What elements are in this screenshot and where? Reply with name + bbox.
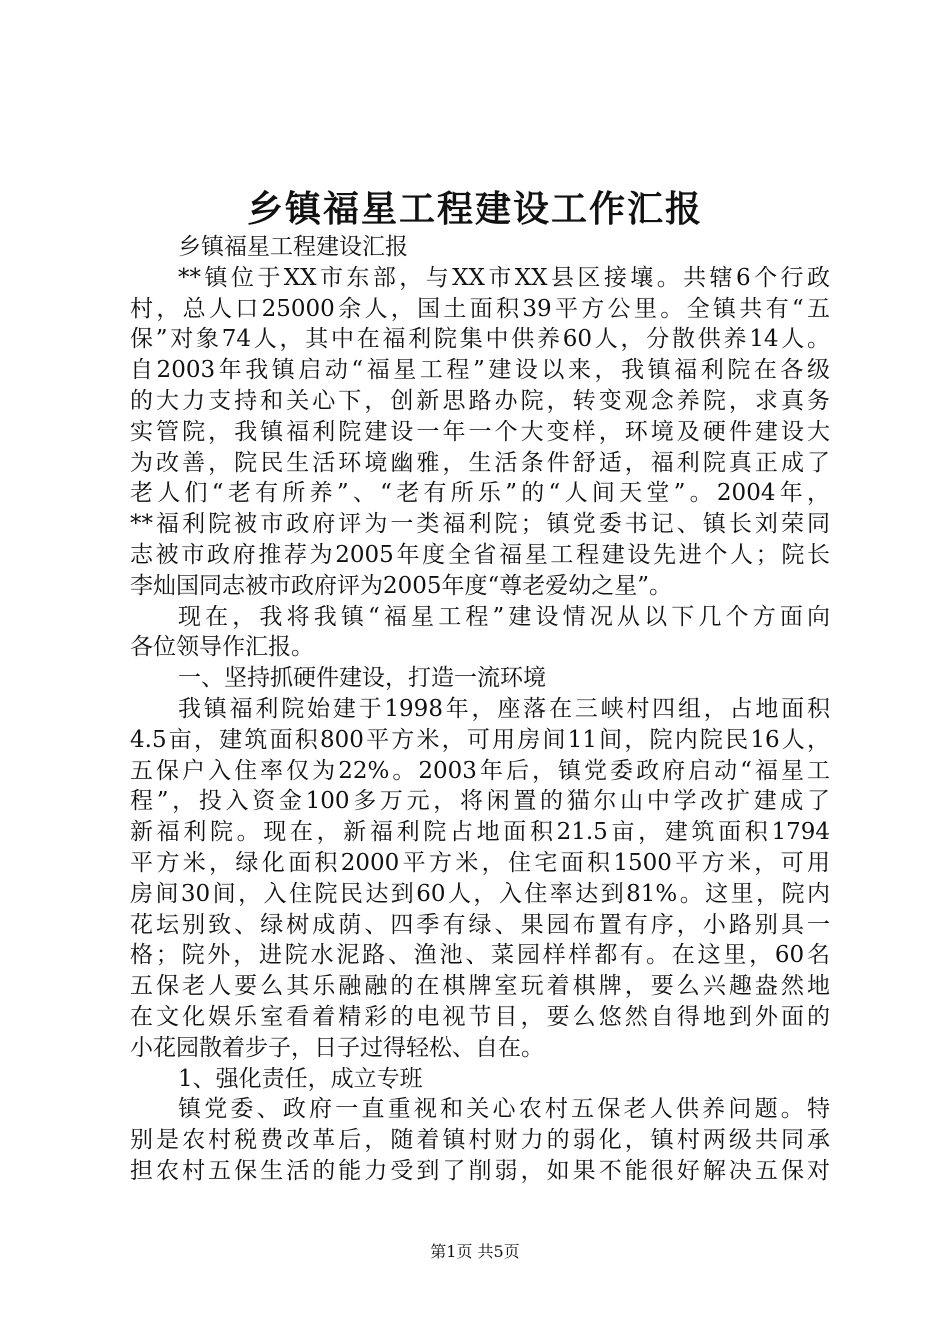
text-line: 程”，投入资金100多万元，将闲置的猫尔山中学改扩建成了 <box>130 788 830 815</box>
text-line: 村，总人口25000余人，国土面积39平方公里。全镇共有“五 <box>130 295 830 322</box>
text-line: 李灿国同志被市政府评为2005年度“尊老爱幼之星”。 <box>130 572 673 599</box>
document-title: 乡镇福星工程建设工作汇报 <box>246 188 703 230</box>
text-line: 平方米，绿化面积2000平方米，住宅面积1500平方米，可用 <box>130 849 830 876</box>
text-line: 在文化娱乐室看着精彩的电视节目，要么悠然自得地到外面的 <box>130 1003 830 1030</box>
text-line: 为改善，院民生活环境幽雅，生活条件舒适，福利院真正成了 <box>130 449 830 476</box>
text-line: 保”对象74人，其中在福利院集中供养60人，分散供养14人。 <box>130 326 830 353</box>
text-line: 新福利院。现在，新福利院占地面积21.5亩，建筑面积1794 <box>130 819 830 846</box>
text-line: 老人们“老有所养”、“老有所乐”的“人间天堂”。2004年， <box>130 480 830 507</box>
text-line: 我镇福利院始建于1998年，座落在三峡村四组，占地面积 <box>178 695 830 722</box>
section-heading: 一、坚持抓硬件建设，打造一流环境 <box>178 665 546 692</box>
text-line: 房间30间，入住院民达到60人，入住率达到81%。这里，院内 <box>130 880 830 907</box>
text-line: 小花园散着步子，日子过得轻松、自在。 <box>130 1034 544 1061</box>
text-line: 志被市政府推荐为2005年度全省福星工程建设先进个人；院长 <box>130 541 830 568</box>
text-line: 实管院，我镇福利院建设一年一个大变样，环境及硬件建设大 <box>130 418 830 445</box>
text-line: 镇党委、政府一直重视和关心农村五保老人供养问题。特 <box>178 1096 830 1123</box>
text-line: 乡镇福星工程建设汇报 <box>178 234 408 260</box>
text-line: 五保老人要么其乐融融的在棋牌室玩着棋牌，要么兴趣盎然地 <box>130 973 830 1000</box>
text-line: 的大力支持和关心下，创新思路办院，转变观念养院，求真务 <box>130 387 830 414</box>
text-line: 担农村五保生活的能力受到了削弱，如果不能很好解决五保对 <box>130 1157 830 1184</box>
text-line: 现在，我将我镇“福星工程”建设情况从以下几个方面向 <box>178 603 830 630</box>
text-line: **福利院被市政府评为一类福利院；镇党委书记、镇长刘荣同 <box>130 511 830 538</box>
text-line: **镇位于XX市东部，与XX市XX县区接壤。共辖6个行政 <box>178 264 830 291</box>
text-line: 4.5亩，建筑面积800平方米，可用房间11间，院内院民16人， <box>130 726 830 753</box>
text-line: 花坛别致、绿树成荫、四季有绿、果园布置有序，小路别具一 <box>130 911 830 938</box>
subsection-heading: 1、强化责任，成立专班 <box>178 1065 423 1092</box>
text-line: 格；院外，进院水泥路、渔池、菜园样样都有。在这里，60名 <box>130 942 830 969</box>
document-body <box>130 232 830 1187</box>
page-footer: 第1页 共5页 <box>430 1242 520 1261</box>
text-line: 自2003年我镇启动“福星工程”建设以来，我镇福利院在各级 <box>130 357 830 384</box>
text-line: 别是农村税费改革后，随着镇村财力的弱化，镇村两级共同承 <box>130 1127 830 1154</box>
text-line: 五保户入住率仅为22%。2003年后，镇党委政府启动“福星工 <box>130 757 830 784</box>
text-line: 各位领导作汇报。 <box>130 634 314 661</box>
